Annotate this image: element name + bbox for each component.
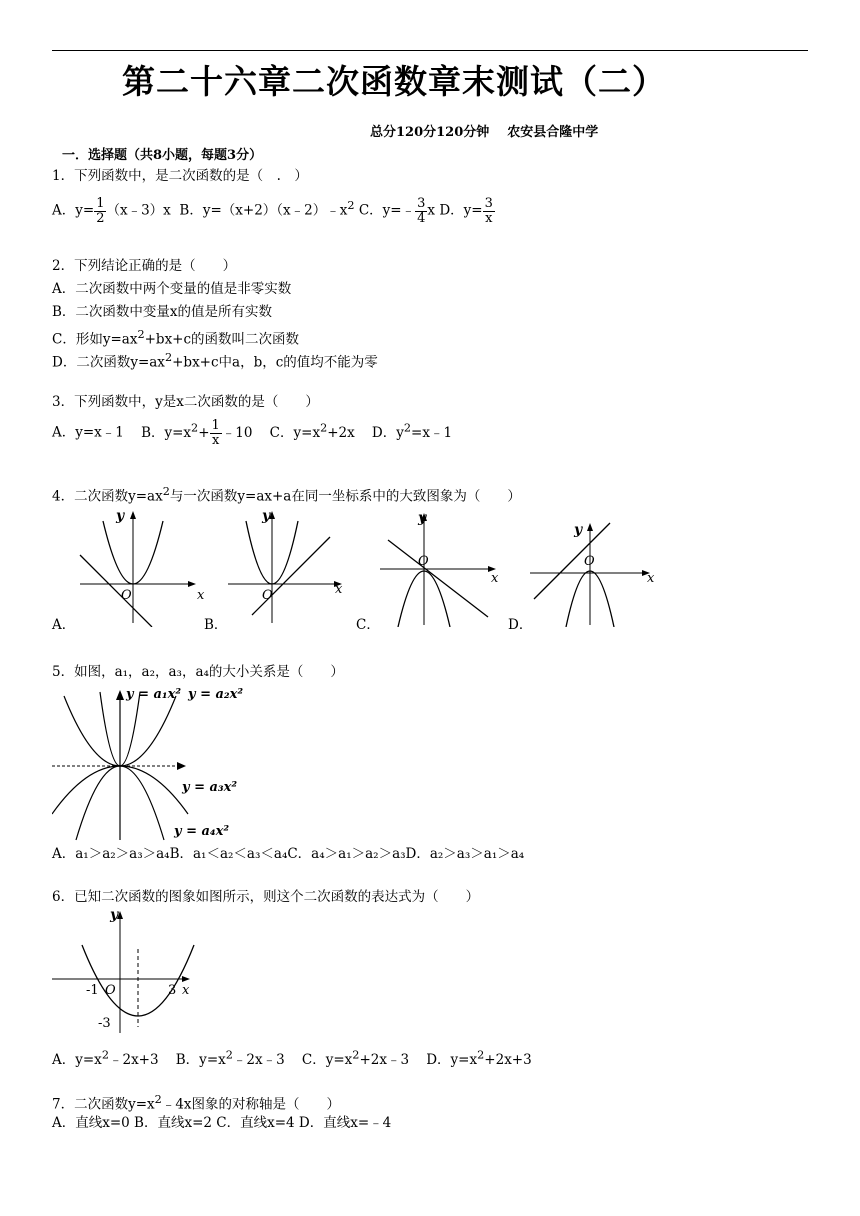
q4-c-y-label: y <box>418 510 427 526</box>
q1-b-sup: 2 <box>347 199 355 212</box>
q4-graph-a <box>70 505 210 627</box>
q1-a-post: （x﹣3）x <box>106 202 171 219</box>
q1-stem: 1．下列函数中，是二次函数的是（ . ） <box>52 168 308 184</box>
top-rule <box>52 50 808 51</box>
q4-b-y-label: y <box>262 508 271 524</box>
q1-d-label: D． <box>439 202 464 219</box>
q3-option-c: C．$y=x^2+2x$ <box>269 421 355 441</box>
q5-graph <box>52 684 262 842</box>
q1-c-post: x <box>427 202 436 219</box>
q4-label-b: B． <box>204 617 228 633</box>
q1-c-pre: y=﹣ <box>382 202 416 219</box>
q1-d-fraction: $\frac{3}{x}$ <box>484 195 493 226</box>
q6-origin: O <box>105 983 116 998</box>
q6-tick-neg3: -3 <box>98 1016 111 1031</box>
q4-d-x-label: x <box>647 571 655 586</box>
q4-label-d: D． <box>508 617 533 633</box>
q5-label-a4: y = a₄x² <box>174 824 230 839</box>
q1-b-text: B．y=（x+2）（x﹣2）﹣x <box>179 202 348 219</box>
exam-total: 总分120分120分钟 <box>370 125 490 140</box>
q1-options <box>52 196 495 226</box>
q6-x-label: x <box>182 983 190 998</box>
q3-option-d: D．$y^2=x﹣1$ <box>371 421 453 441</box>
q6-option-a: A．$y=x^2﹣2x+3$ <box>52 1048 159 1068</box>
q1-c-fraction: $\frac{3}{4}$ <box>417 195 426 226</box>
q4-a-y-label: y <box>116 508 125 524</box>
q6-tick-neg1: -1 <box>86 983 99 998</box>
q4-d-origin: O <box>584 554 595 569</box>
q4-b-x-label: x <box>335 582 343 597</box>
q5-label-a2: y = a₂x² <box>188 687 244 702</box>
q2-option-b: B．二次函数中变量x的值是所有实数 <box>52 304 273 320</box>
q2-option-c: C．形如$y=ax^2+bx+c$的函数叫二次函数 <box>52 328 300 348</box>
q2-option-a: A．二次函数中两个变量的值是非零实数 <box>52 281 292 297</box>
q4-label-c: C． <box>356 617 380 633</box>
q4-b-origin: O <box>262 588 273 603</box>
exam-school: 农安县合隆中学 <box>507 125 599 140</box>
q4-c-x-label: x <box>491 571 499 586</box>
page-title: 第二十六章二次函数章末测试（二） <box>122 62 666 101</box>
exam-meta <box>370 121 598 140</box>
q4-a-origin: O <box>121 588 132 603</box>
q6-tick-3: 3 <box>168 983 177 998</box>
q3-option-b: B．$y=x^2+$ $\frac{1}{x}$ ﹣10 <box>141 417 253 448</box>
q6-stem: 6．已知二次函数的图象如图所示，则这个二次函数的表达式为（ ） <box>52 889 480 905</box>
q5-label-a1: y = a₁x² <box>126 687 182 702</box>
q3-stem: 3．下列函数中，y是x二次函数的是（ ） <box>52 394 319 410</box>
q5-stem: 5．如图，a₁，a₂，a₃，a₄的大小关系是（ ） <box>52 664 344 680</box>
q2-stem: 2．下列结论正确的是（ ） <box>52 258 237 274</box>
q4-graph-c <box>374 505 514 627</box>
q6-options <box>52 1045 532 1070</box>
q4-label-a: A． <box>52 617 76 633</box>
q2-option-d: D．二次函数$y=ax^2+bx+c$中a，b，c的值均不能为零 <box>52 351 378 371</box>
q6-graph <box>52 905 202 1040</box>
q5-options: A．a₁＞a₂＞a₃＞a₄B．a₁＜a₂＜a₃＜a₄C．a₄＞a₁＞a₂＞a₃D．a₂＞a₃＞a₁＞a₄ <box>52 846 525 862</box>
q7-stem: 7．二次函数$y=x^2﹣4x$图象的对称轴是（ ） <box>52 1093 341 1113</box>
q1-a-fraction: $\frac{1}{2}$ <box>96 195 105 226</box>
q4-c-origin: O <box>418 554 429 569</box>
q3-options <box>52 418 452 448</box>
q1-c-label: C． <box>358 202 383 219</box>
q1-a-label: A． <box>52 202 76 219</box>
q4-a-x-label: x <box>197 588 205 603</box>
q4-graph-b <box>222 505 362 627</box>
q4-stem: 4．二次函数$y=ax^2$与一次函数y=ax+a在同一坐标系中的大致图象为（ ） <box>52 485 521 505</box>
q5-label-a3: y = a₃x² <box>182 780 238 795</box>
section-heading: 一．选择题（共8小题，每题3分） <box>62 148 263 163</box>
q3-option-a: A．y=x﹣1 <box>52 424 124 441</box>
q6-option-c: C．$y=x^2+2x﹣3$ <box>301 1048 410 1068</box>
q4-graph-d <box>526 505 666 627</box>
q4-d-y-label: y <box>574 522 583 538</box>
q7-options: A．直线x=0 B．直线x=2 C．直线x=4 D．直线x=﹣4 <box>52 1115 392 1131</box>
q1-a-pre: y= <box>75 202 95 219</box>
q6-option-b: B．$y=x^2﹣2x﹣3$ <box>175 1048 285 1068</box>
q6-option-d: D．$y=x^2+2x+3$ <box>426 1048 532 1068</box>
q6-y-label: y <box>110 907 119 923</box>
q1-d-pre: y= <box>463 202 483 219</box>
